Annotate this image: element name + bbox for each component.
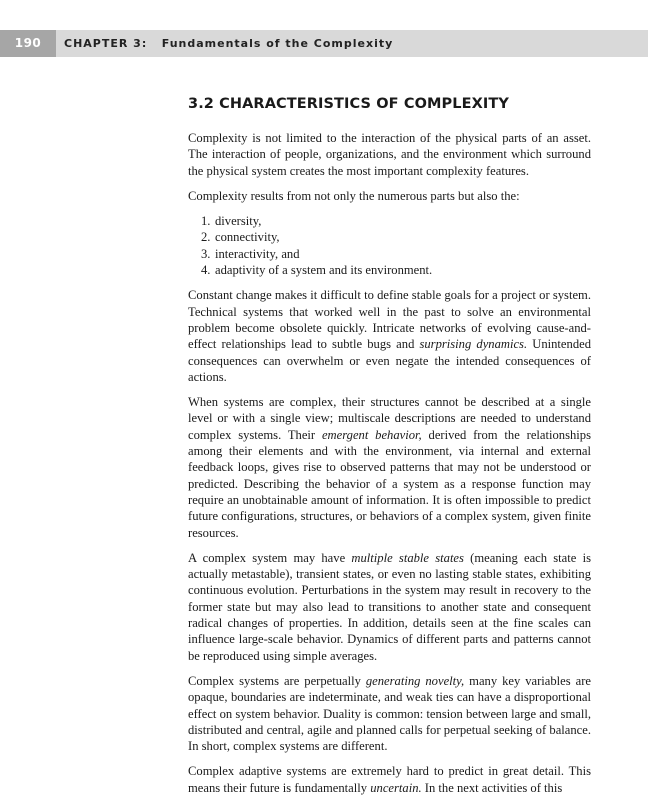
page-body: [188, 96, 591, 805]
list-item: 2. connectivity,: [201, 230, 280, 245]
chapter-name: Fundamentals of the Complexity: [161, 37, 394, 50]
paragraph-7: Complex adaptive systems are extremely hard to predict in great detail. This means their future is fundamentally uncertain. In the next activities of this: [188, 764, 591, 795]
chapter-title: [64, 30, 393, 57]
paragraph-6: Complex systems are perpetually generating novelty, many key variables are opaque, boundaries are indeterminate, and weak ties can have a disproportional effect on system behavior. Duality is common: tension between large and small, distributed and central, agile and planned calls for perpetual seeking of balance. In short, complex systems are different.: [188, 673, 591, 754]
paragraph-2: Complexity results from not only the numerous parts but also the:: [188, 188, 520, 203]
paragraph-1: Complexity is not limited to the interaction of the physical parts of an asset. The interaction of people, organizations, and the environment which surround the physical system creates the most important complexity features.: [188, 131, 591, 178]
section-heading: 3.2 CHARACTERISTICS OF COMPLEXITY: [188, 96, 509, 112]
list-item: 1. diversity,: [201, 214, 262, 229]
paragraph-4: When systems are complex, their structures cannot be described at a single level or with a single view; multiscale descriptions are needed to understand complex systems. Their emergent behavior, derived from the relationships among their elements and with the environment, via internal and external feedback loops, gives rise to observed patterns that may not be understood or predicted. Describing the behavior of a system as a response function may require an unobtainable amount of information. It is often impossible to predict future configurations, structures, or behaviors of a complex system, given finite resources.: [188, 395, 591, 540]
paragraph-3: Constant change makes it difficult to define stable goals for a project or system. Technical systems that worked well in the past to solve an environmental problem become obsolete quickly. Intricate networks of evolving cause-and-effect relationships lead to subtle bugs and surprising dynamics. Unintended consequences can overwhelm or even negate the intended consequences of actions.: [188, 288, 592, 384]
page-number: 190: [0, 30, 56, 57]
list-item: 4. adaptivity of a system and its environment.: [201, 263, 433, 278]
running-header: [0, 30, 648, 57]
paragraph-5: A complex system may have multiple stable states (meaning each state is actually metastable), transient states, or even no lasting stable states, exhibiting continuous evolution. Perturbations in the system may result in recovery to the former state but may also lead to transitions to another state and consequent radical changes of properties. In addition, details seen at the fine scales can influence large-scale behavior. Dynamics of different parts and patterns cannot be reproduced using simple averages.: [188, 550, 591, 663]
chapter-number: CHAPTER 3:: [64, 37, 148, 50]
list-item: 3. interactivity, and: [201, 246, 300, 261]
complexity-factors-list: [188, 213, 591, 278]
